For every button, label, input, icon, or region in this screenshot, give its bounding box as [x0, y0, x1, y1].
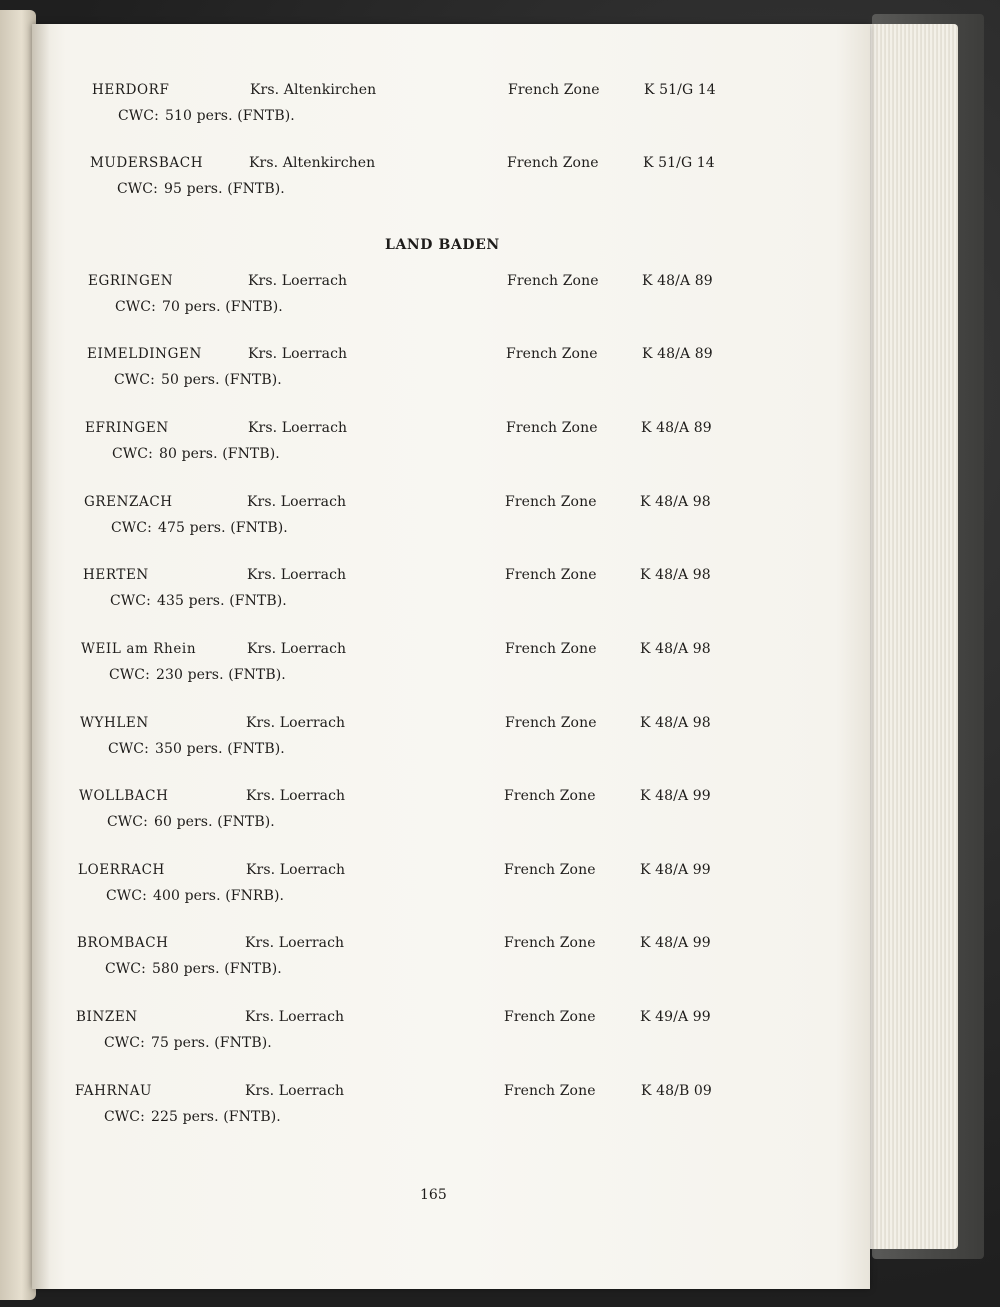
cwc-label: CWC: [117, 181, 158, 197]
district: Krs. Loerrach [245, 935, 345, 951]
cwc-count: 350 pers. (FNTB). [155, 741, 285, 757]
map-reference: K 48/A 99 [640, 862, 711, 878]
cwc-label: CWC: [108, 741, 149, 757]
district: Krs. Altenkirchen [249, 155, 376, 171]
cwc-count: 475 pers. (FNTB). [158, 520, 288, 536]
cwc-count: 435 pers. (FNTB). [157, 593, 287, 609]
district: Krs. Loerrach [248, 273, 348, 289]
place-name: GRENZACH [84, 494, 173, 510]
zone: French Zone [504, 862, 596, 878]
district: Krs. Loerrach [247, 641, 347, 657]
zone: French Zone [505, 494, 597, 510]
zone: French Zone [504, 788, 596, 804]
place-name: LOERRACH [78, 862, 165, 878]
district: Krs. Loerrach [245, 1083, 345, 1099]
cwc-count: 510 pers. (FNTB). [165, 108, 295, 124]
cwc-label: CWC: [111, 520, 152, 536]
cwc-label: CWC: [114, 372, 155, 388]
district: Krs. Loerrach [246, 715, 346, 731]
cwc-count: 400 pers. (FNRB). [153, 888, 285, 904]
zone: French Zone [508, 82, 600, 98]
cwc-count: 230 pers. (FNTB). [156, 667, 286, 683]
place-name: WOLLBACH [79, 788, 169, 804]
zone: French Zone [504, 1009, 596, 1025]
map-reference: K 51/G 14 [644, 82, 716, 98]
cwc-count: 60 pers. (FNTB). [154, 814, 275, 830]
zone: French Zone [506, 420, 598, 436]
zone: French Zone [505, 567, 597, 583]
cwc-label: CWC: [104, 1109, 145, 1125]
cwc-label: CWC: [118, 108, 159, 124]
cwc-count: 75 pers. (FNTB). [151, 1035, 272, 1051]
place-name: BROMBACH [77, 935, 169, 951]
cwc-count: 580 pers. (FNTB). [152, 961, 282, 977]
map-reference: K 48/A 99 [640, 788, 711, 804]
district: Krs. Loerrach [246, 788, 346, 804]
cwc-label: CWC: [104, 1035, 145, 1051]
left-page-edge [0, 10, 36, 1300]
map-reference: K 48/A 89 [642, 273, 713, 289]
place-name: HERDORF [92, 82, 170, 98]
cwc-label: CWC: [106, 888, 147, 904]
zone: French Zone [505, 641, 597, 657]
district: Krs. Loerrach [248, 346, 348, 362]
place-name: FAHRNAU [75, 1083, 153, 1099]
place-name: HERTEN [83, 567, 149, 583]
map-reference: K 49/A 99 [640, 1009, 711, 1025]
cwc-label: CWC: [112, 446, 153, 462]
cwc-label: CWC: [110, 593, 151, 609]
district: Krs. Loerrach [247, 494, 347, 510]
place-name: EFRINGEN [85, 420, 169, 436]
map-reference: K 48/A 98 [640, 641, 711, 657]
district: Krs. Loerrach [245, 1009, 345, 1025]
place-name: EIMELDINGEN [87, 346, 202, 362]
district: Krs. Loerrach [246, 862, 346, 878]
map-reference: K 51/G 14 [643, 155, 715, 171]
map-reference: K 48/A 98 [640, 494, 711, 510]
district: Krs. Loerrach [247, 567, 347, 583]
place-name: MUDERSBACH [90, 155, 204, 171]
district: Krs. Altenkirchen [250, 82, 377, 98]
cwc-label: CWC: [105, 961, 146, 977]
place-name: WEIL am Rhein [81, 641, 197, 657]
page-stack [862, 24, 958, 1249]
cwc-count: 225 pers. (FNTB). [151, 1109, 281, 1125]
cwc-count: 70 pers. (FNTB). [162, 299, 283, 315]
cwc-count: 50 pers. (FNTB). [161, 372, 282, 388]
map-reference: K 48/A 89 [641, 420, 712, 436]
zone: French Zone [505, 715, 597, 731]
map-reference: K 48/A 98 [640, 715, 711, 731]
place-name: WYHLEN [80, 715, 149, 731]
zone: French Zone [504, 1083, 596, 1099]
map-reference: K 48/A 89 [642, 346, 713, 362]
cwc-label: CWC: [107, 814, 148, 830]
page-gutter-shadow [32, 24, 50, 1289]
zone: French Zone [507, 273, 599, 289]
page-number: 165 [420, 1187, 447, 1203]
cwc-count: 95 pers. (FNTB). [164, 181, 285, 197]
section-heading: LAND BADEN [385, 237, 500, 253]
place-name: BINZEN [76, 1009, 138, 1025]
map-reference: K 48/A 99 [640, 935, 711, 951]
cwc-label: CWC: [109, 667, 150, 683]
zone: French Zone [506, 346, 598, 362]
place-name: EGRINGEN [88, 273, 174, 289]
zone: French Zone [507, 155, 599, 171]
district: Krs. Loerrach [248, 420, 348, 436]
zone: French Zone [504, 935, 596, 951]
map-reference: K 48/B 09 [641, 1083, 712, 1099]
map-reference: K 48/A 98 [640, 567, 711, 583]
cwc-count: 80 pers. (FNTB). [159, 446, 280, 462]
cwc-label: CWC: [115, 299, 156, 315]
